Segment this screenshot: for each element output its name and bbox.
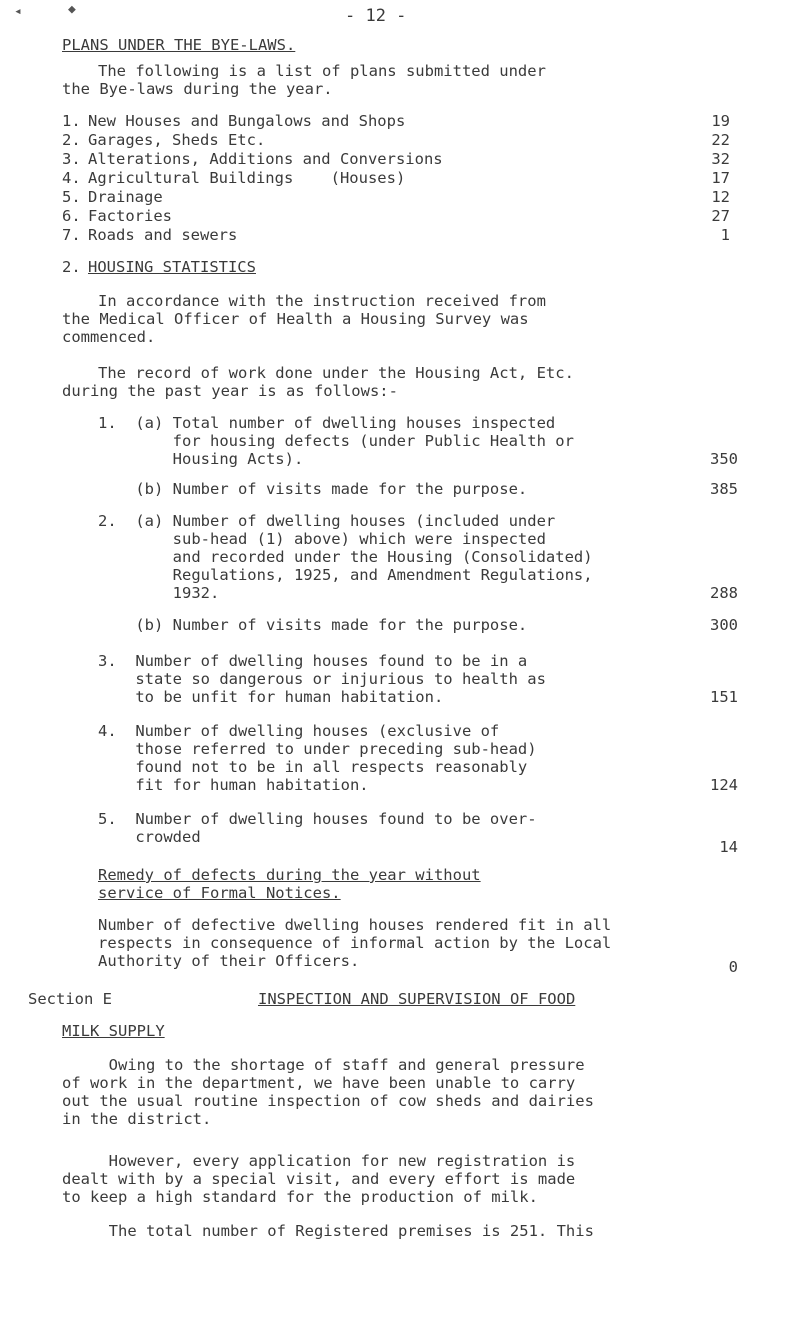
plan-value: 17: [711, 169, 730, 187]
page-number: - 12 -: [345, 6, 407, 26]
item-1a-line: Housing Acts).: [98, 450, 304, 468]
housing-intro-line: commenced.: [62, 328, 156, 346]
plan-value: 1: [720, 226, 730, 244]
housing-intro-line: In accordance with the instruction received from: [98, 292, 546, 310]
milk-para-line: in the district.: [62, 1110, 212, 1128]
record-intro-line: The record of work done under the Housing Act, Etc.: [98, 364, 574, 382]
item-4-line: 4. Number of dwelling houses (exclusive of: [98, 722, 500, 740]
plan-label: Roads and sewers: [88, 226, 238, 244]
plan-value: 22: [711, 131, 730, 149]
section-heading: INSPECTION AND SUPERVISION OF FOOD: [258, 990, 576, 1008]
remedy-heading: service of Formal Notices.: [98, 884, 341, 902]
plan-label: Garages, Sheds Etc.: [88, 131, 266, 149]
item-3-line: state so dangerous or injurious to health as: [98, 670, 546, 688]
item-1a-line: for housing defects (under Public Health or: [98, 432, 574, 450]
item-5-line: crowded: [98, 828, 201, 846]
milk-heading: MILK SUPPLY: [62, 1022, 165, 1040]
milk-para-line: to keep a high standard for the production of milk.: [62, 1188, 538, 1206]
milk-para-line: out the usual routine inspection of cow sheds and dairies: [62, 1092, 594, 1110]
item-4-line: fit for human habitation.: [98, 776, 369, 794]
plans-intro-line: The following is a list of plans submitted under: [98, 62, 546, 80]
plans-heading: PLANS UNDER THE BYE-LAWS.: [62, 36, 296, 54]
plan-value: 12: [711, 188, 730, 206]
plan-number: 5.: [62, 188, 81, 206]
item-3-line: 3. Number of dwelling houses found to be in a: [98, 652, 528, 670]
remedy-heading: Remedy of defects during the year without: [98, 866, 481, 884]
milk-para-line: However, every application for new registration is: [62, 1152, 576, 1170]
housing-intro-line: the Medical Officer of Health a Housing Survey was: [62, 310, 529, 328]
plan-label: Factories: [88, 207, 172, 225]
item-1a-value: 350: [710, 450, 738, 468]
item-5-line: 5. Number of dwelling houses found to be over-: [98, 810, 537, 828]
plan-label: Drainage: [88, 188, 163, 206]
item-3-value: 151: [710, 688, 738, 706]
milk-para-line: The total number of Registered premises is 251. This: [62, 1222, 594, 1240]
plans-intro-line: the Bye-laws during the year.: [62, 80, 333, 98]
margin-speck: ◂: [14, 4, 22, 19]
remedy-text-line: respects in consequence of informal action by the Local: [98, 934, 612, 952]
plan-value: 27: [711, 207, 730, 225]
item-2a-line: 2. (a) Number of dwelling houses (included under: [98, 512, 556, 530]
item-2b-value: 300: [710, 616, 738, 634]
item-2a-line: 1932.: [98, 584, 220, 602]
item-1a-line: 1. (a) Total number of dwelling houses inspected: [98, 414, 556, 432]
plan-number: 6.: [62, 207, 81, 225]
plan-number: 7.: [62, 226, 81, 244]
plan-value: 19: [711, 112, 730, 130]
item-5-value: 14: [719, 838, 738, 856]
item-4-line: found not to be in all respects reasonably: [98, 758, 528, 776]
remedy-value: 0: [728, 958, 738, 976]
item-2a-line: Regulations, 1925, and Amendment Regulations,: [98, 566, 593, 584]
section-label: Section E: [28, 990, 112, 1008]
housing-heading: HOUSING STATISTICS: [88, 258, 256, 276]
record-intro-line: during the past year is as follows:-: [62, 382, 398, 400]
plan-label: Alterations, Additions and Conversions: [88, 150, 443, 168]
plan-number: 2.: [62, 131, 81, 149]
item-2a-value: 288: [710, 584, 738, 602]
plan-label: Agricultural Buildings (Houses): [88, 169, 406, 187]
milk-para-line: dealt with by a special visit, and every effort is made: [62, 1170, 576, 1188]
housing-heading-number: 2.: [62, 258, 81, 276]
item-2a-line: sub-head (1) above) which were inspected: [98, 530, 546, 548]
plan-number: 3.: [62, 150, 81, 168]
plan-number: 4.: [62, 169, 81, 187]
item-4-value: 124: [710, 776, 738, 794]
item-4-line: those referred to under preceding sub-head): [98, 740, 537, 758]
margin-speck: ◆: [68, 2, 76, 17]
plan-label: New Houses and Bungalows and Shops: [88, 112, 406, 130]
item-2b-line: (b) Number of visits made for the purpose.: [98, 616, 528, 634]
remedy-text-line: Number of defective dwelling houses rendered fit in all: [98, 916, 612, 934]
plan-value: 32: [711, 150, 730, 168]
item-1b-value: 385: [710, 480, 738, 498]
item-2a-line: and recorded under the Housing (Consolidated): [98, 548, 593, 566]
milk-para-line: Owing to the shortage of staff and general pressure: [62, 1056, 585, 1074]
milk-para-line: of work in the department, we have been unable to carry: [62, 1074, 576, 1092]
plan-number: 1.: [62, 112, 81, 130]
item-1b-line: (b) Number of visits made for the purpose.: [98, 480, 528, 498]
remedy-text-line: Authority of their Officers.: [98, 952, 360, 970]
item-3-line: to be unfit for human habitation.: [98, 688, 444, 706]
